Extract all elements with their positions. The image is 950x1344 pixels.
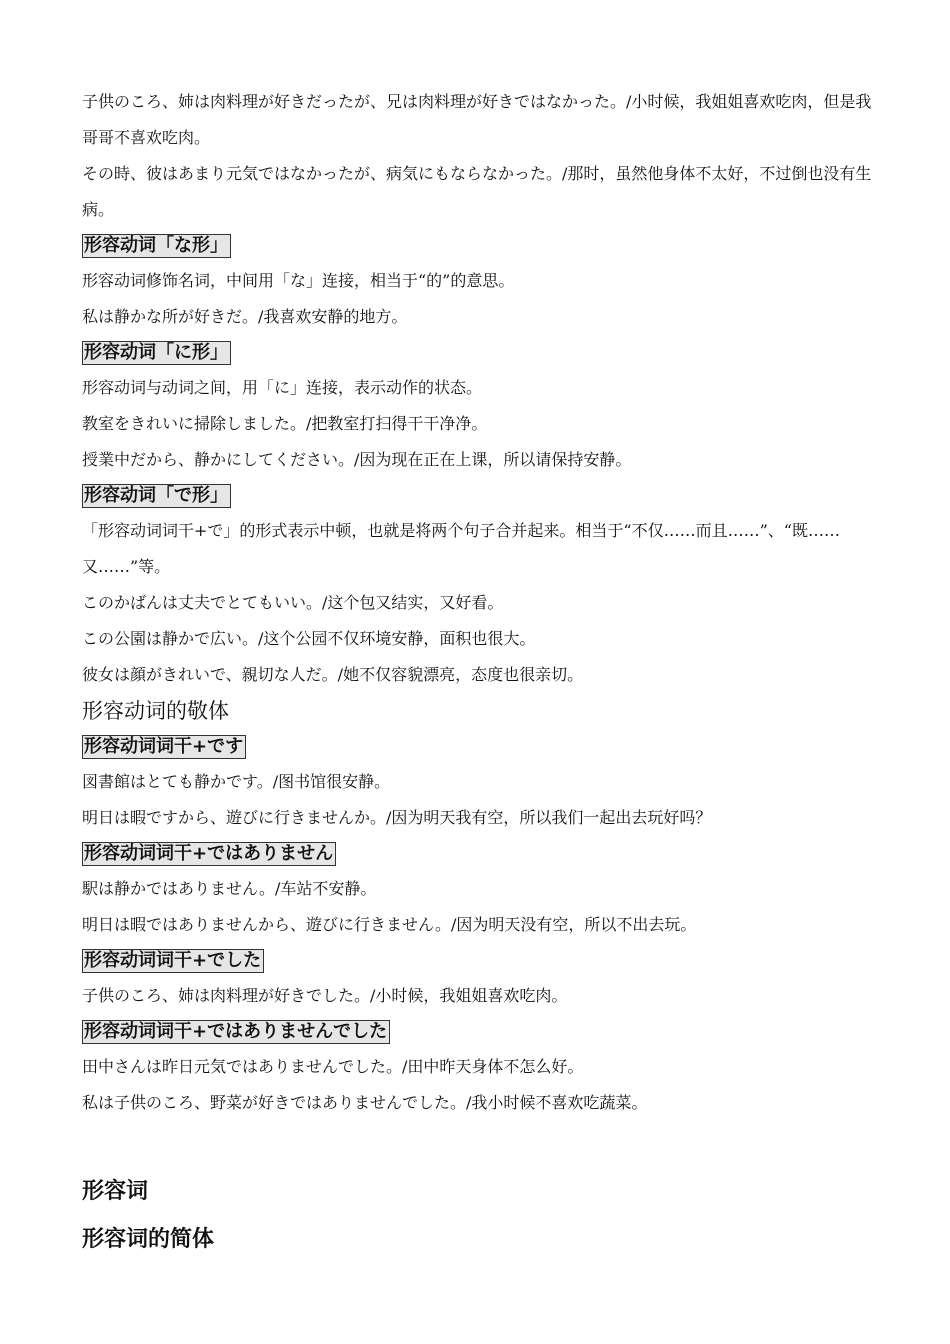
paragraph-13: 明日は暇ですから、遊びに行きませんか。/因为明天我有空，所以我们一起出去玩好吗？ bbox=[82, 808, 712, 827]
paragraph-16: 子供のころ、姉は肉料理が好きでした。/小时候，我姐姐喜欢吃肉。 bbox=[82, 986, 568, 1005]
paragraph-3: 形容动词修饰名词，中间用「な」连接，相当于“的”的意思。 bbox=[82, 271, 515, 290]
paragraph-18: 私は子供のころ、野菜が好きではありませんでした。/我小时候不喜欢吃蔬菜。 bbox=[82, 1093, 648, 1112]
heading-dewa-arimasen-deshita: 形容动词词干+ではありませんでした bbox=[82, 1020, 390, 1044]
paragraph-4: 私は静かな所が好きだ。/我喜欢安静的地方。 bbox=[82, 307, 408, 326]
heading-desu: 形容动词词干+です bbox=[82, 735, 246, 759]
paragraph-10: この公園は静かで広い。/这个公园不仅环境安静，面积也很大。 bbox=[82, 629, 536, 648]
paragraph-8: 「形容动词词干+で」的形式表示中顿，也就是将两个句子合并起来。相当于“不仅……而且……”、“既……又……”等。 bbox=[82, 521, 840, 576]
heading-na-form: 形容动词「な形」 bbox=[82, 234, 231, 258]
paragraph-15: 明日は暇ではありませんから、遊びに行きません。/因为明天没有空，所以不出去玩。 bbox=[82, 915, 697, 934]
paragraph-9: このかばんは丈夫でとてもいい。/这个包又结实，又好看。 bbox=[82, 593, 504, 612]
paragraph-6: 教室をきれいに掃除しました。/把教室打扫得干干净净。 bbox=[82, 414, 488, 433]
heading-deshita: 形容动词词干+でした bbox=[82, 949, 264, 973]
paragraph-1: 子供のころ、姉は肉料理が好きだったが、兄は肉料理が好きではなかった。/小时候，我姐姐喜欢吃肉，但是我哥哥不喜欢吃肉。 bbox=[82, 92, 872, 147]
paragraph-12: 図書館はとても静かです。/图书馆很安静。 bbox=[82, 772, 391, 791]
paragraph-5: 形容动词与动词之间，用「に」连接，表示动作的状态。 bbox=[82, 378, 483, 397]
heading-ni-form: 形容动词「に形」 bbox=[82, 341, 231, 365]
paragraph-14: 駅は静かではありません。/车站不安静。 bbox=[82, 879, 377, 898]
section-title: 形容词 bbox=[82, 1179, 149, 1204]
heading-de-form: 形容动词「で形」 bbox=[82, 484, 231, 508]
heading-polite-form: 形容动词的敬体 bbox=[82, 699, 229, 723]
subsection-title: 形容词的简体 bbox=[82, 1227, 215, 1252]
paragraph-17: 田中さんは昨日元気ではありませんでした。/田中昨天身体不怎么好。 bbox=[82, 1057, 584, 1076]
paragraph-11: 彼女は顔がきれいで、親切な人だ。/她不仅容貌漂亮，态度也很亲切。 bbox=[82, 665, 584, 684]
document-page bbox=[82, 84, 882, 1255]
paragraph-2: その時、彼はあまり元気ではなかったが、病気にもならなかった。/那时，虽然他身体不太好，不过倒也没有生病。 bbox=[82, 164, 872, 219]
heading-dewa-arimasen: 形容动词词干+ではありません bbox=[82, 842, 336, 866]
paragraph-7: 授業中だから、静かにしてください。/因为现在正在上课，所以请保持安静。 bbox=[82, 450, 632, 469]
